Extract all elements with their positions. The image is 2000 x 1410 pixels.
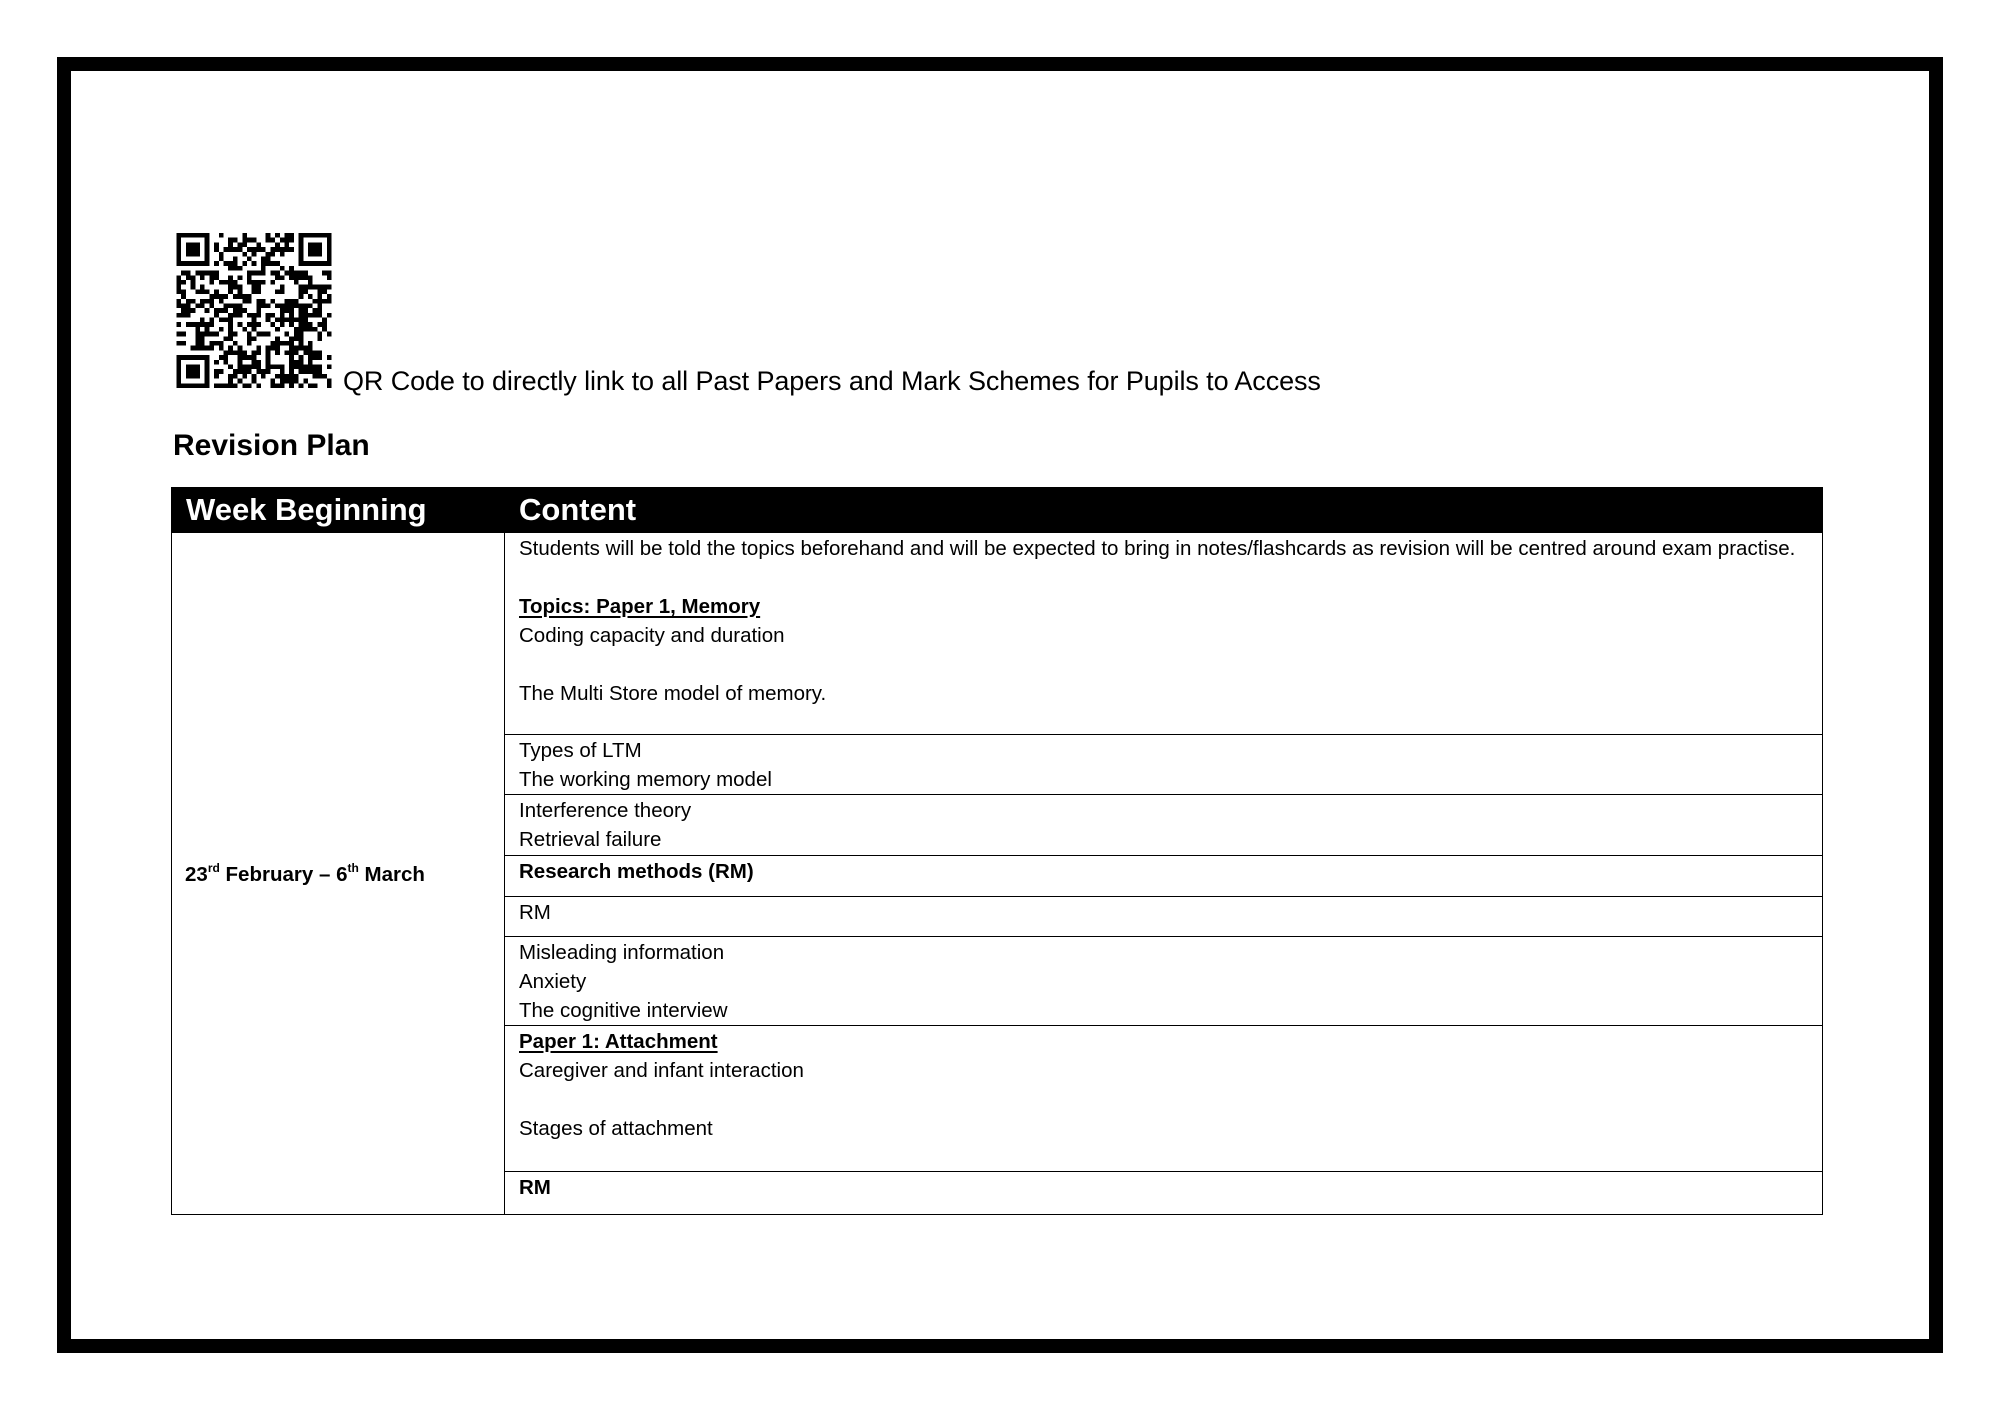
week-beginning-cell (172, 533, 505, 1215)
content-cell (505, 1172, 1823, 1215)
content-cell (505, 937, 1823, 1026)
week-end-suffix: th (347, 860, 359, 875)
content-item: The Multi Store model of memory. (519, 682, 827, 705)
week-end-month: March (364, 862, 425, 886)
content-item-bold: Research methods (RM) (519, 860, 754, 883)
header-content: Content (505, 488, 1823, 533)
content-item: The cognitive interview (519, 999, 728, 1022)
content-item: Misleading information (519, 941, 725, 964)
page-title: Revision Plan (173, 429, 370, 462)
week-end-day: 6 (336, 862, 348, 886)
content-item: Stages of attachment (519, 1117, 713, 1140)
content-item: Coding capacity and duration (519, 624, 785, 647)
content-cell (505, 856, 1823, 897)
spacer (519, 650, 1812, 679)
content-cell (505, 735, 1823, 795)
revision-plan-table (171, 487, 1823, 1215)
table-row (172, 533, 1823, 735)
content-item: Anxiety (519, 970, 587, 993)
content-cell (505, 795, 1823, 856)
week-start-month: February (225, 862, 314, 886)
qr-code-graphic (174, 233, 334, 388)
qr-code-icon[interactable] (174, 233, 334, 388)
week-separator: – (318, 862, 331, 886)
content-cell (505, 533, 1823, 735)
content-item: Types of LTM (519, 739, 642, 762)
topic-heading: Paper 1: Attachment (519, 1030, 718, 1053)
content-item: Caregiver and infant interaction (519, 1059, 804, 1082)
spacer (519, 563, 1812, 592)
qr-caption: QR Code to directly link to all Past Papers and Mark Schemes for Pupils to Access (343, 366, 1321, 396)
content-item: Retrieval failure (519, 828, 662, 851)
content-item: The working memory model (519, 768, 772, 791)
content-cell (505, 1026, 1823, 1172)
header-week-beginning: Week Beginning (172, 488, 505, 533)
content-item-bold: RM (519, 1176, 551, 1199)
spacer (519, 1085, 1812, 1114)
content-item: RM (519, 901, 551, 924)
content-cell (505, 897, 1823, 937)
table-header-row (172, 488, 1823, 533)
week-start-day: 23 (185, 862, 208, 886)
week-start-suffix: rd (207, 860, 220, 875)
topic-heading: Topics: Paper 1, Memory (519, 595, 761, 618)
content-item: Interference theory (519, 799, 692, 822)
intro-text: Students will be told the topics beforehand and will be expected to bring in notes/flashcards as revision will be centred around exam practise. (519, 537, 1796, 560)
